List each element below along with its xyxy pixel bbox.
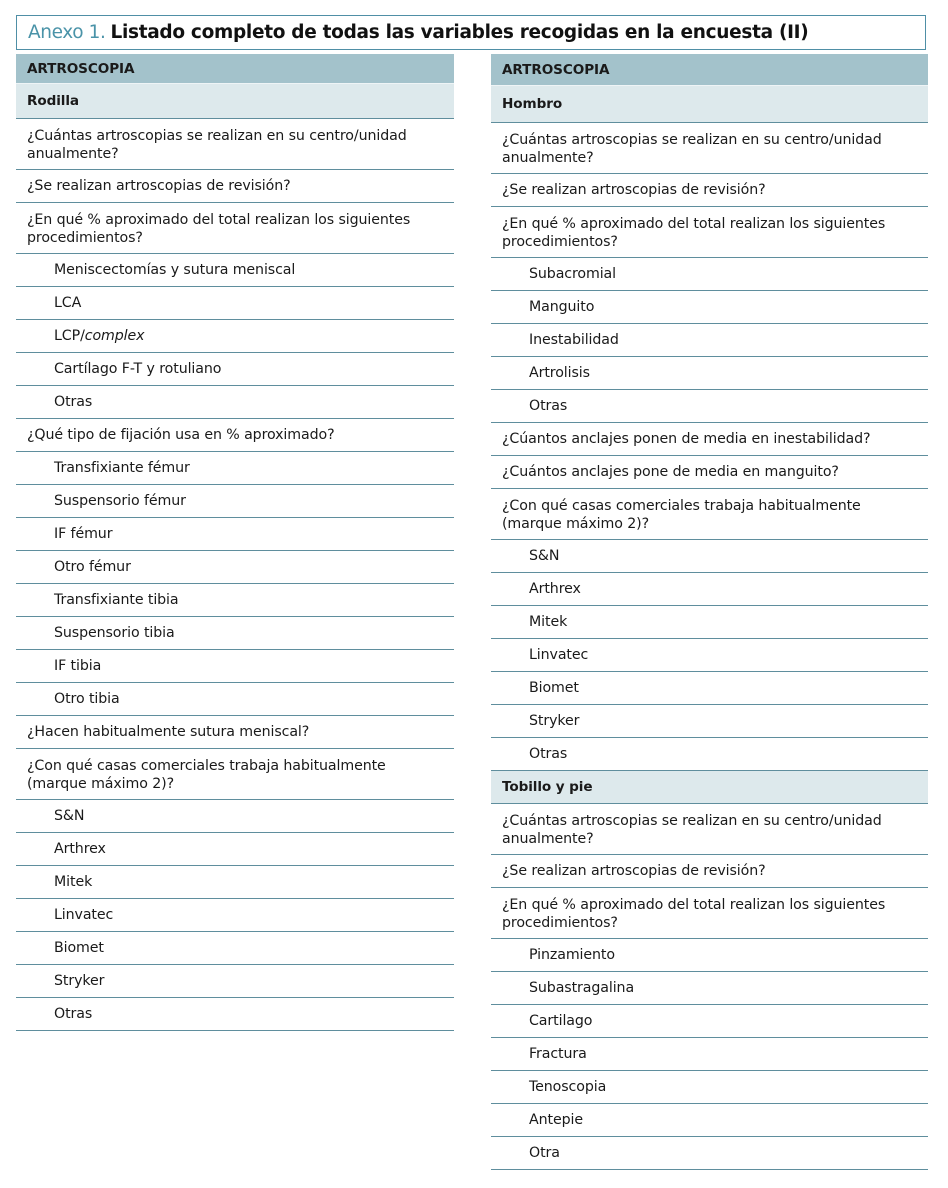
section-header: ARTROSCOPIA: [16, 54, 454, 84]
table-row: Suspensorio tibia: [16, 617, 454, 650]
table-row: S&N: [16, 800, 454, 833]
section-header: ARTROSCOPIA: [491, 54, 928, 86]
table-row: Artrolisis: [491, 357, 928, 390]
table-row: Biomet: [491, 672, 928, 705]
row-text-italic: complex: [84, 328, 145, 344]
table-row: ¿Se realizan artroscopias de revisión?: [16, 170, 454, 203]
annex-title: [16, 15, 926, 50]
annex-title-text: Listado completo de todas las variables recogidas en la encuesta (II): [110, 22, 809, 43]
table-row: ¿Cuántas artroscopias se realizan en su centro/unidad anualmente?: [491, 123, 928, 174]
table-row: ¿Con qué casas comerciales trabaja habitualmente (marque máximo 2)?: [16, 749, 454, 800]
table-row: Manguito: [491, 291, 928, 324]
table-row: Otras: [16, 386, 454, 419]
table-row: Cartilago: [491, 1005, 928, 1038]
table-row: Fractura: [491, 1038, 928, 1071]
table-row: Antepie: [491, 1104, 928, 1137]
table-row: IF tibia: [16, 650, 454, 683]
table-row: ¿Cuántos anclajes pone de media en manguito?: [491, 456, 928, 489]
table-row: Stryker: [491, 705, 928, 738]
table-row: Transfixiante tibia: [16, 584, 454, 617]
table-row: ¿Qué tipo de fijación usa en % aproximado?: [16, 419, 454, 452]
table-row: Arthrex: [16, 833, 454, 866]
table-row: Stryker: [16, 965, 454, 998]
table-row: Otras: [491, 390, 928, 423]
table-row: ¿Cuántas artroscopias se realizan en su centro/unidad anualmente?: [16, 119, 454, 170]
table-row: ¿Cúantos anclajes ponen de media en inestabilidad?: [491, 423, 928, 456]
table-row: Arthrex: [491, 573, 928, 606]
table-row: Mitek: [491, 606, 928, 639]
table-row: Otro tibia: [16, 683, 454, 716]
table-row: S&N: [491, 540, 928, 573]
table-row: Mitek: [16, 866, 454, 899]
table-row: Otra: [491, 1137, 928, 1170]
table-row: ¿En qué % aproximado del total realizan los siguientes procedimientos?: [491, 207, 928, 258]
table-row: [16, 320, 454, 353]
subsection-header: Tobillo y pie: [491, 771, 928, 804]
row-text: LCP/: [54, 328, 85, 344]
table-row: ¿En qué % aproximado del total realizan los siguientes procedimientos?: [491, 888, 928, 939]
table-row: ¿Cuántas artroscopias se realizan en su centro/unidad anualmente?: [491, 804, 928, 855]
table-row: Otro fémur: [16, 551, 454, 584]
table-row: Inestabilidad: [491, 324, 928, 357]
table-row: Biomet: [16, 932, 454, 965]
table-row: Suspensorio fémur: [16, 485, 454, 518]
table-row: Otras: [16, 998, 454, 1031]
table-row: Transfixiante fémur: [16, 452, 454, 485]
table-row: ¿En qué % aproximado del total realizan los siguientes procedimientos?: [16, 203, 454, 254]
table-row: Subacromial: [491, 258, 928, 291]
table-row: IF fémur: [16, 518, 454, 551]
table-row: Linvatec: [16, 899, 454, 932]
table-row: Meniscectomías y sutura meniscal: [16, 254, 454, 287]
table-row: ¿Hacen habitualmente sutura meniscal?: [16, 716, 454, 749]
table-row: Tenoscopia: [491, 1071, 928, 1104]
annex-label: Anexo 1.: [28, 22, 106, 43]
table-row: ¿Con qué casas comerciales trabaja habitualmente (marque máximo 2)?: [491, 489, 928, 540]
left-table: [16, 54, 454, 1031]
table-row: Subastragalina: [491, 972, 928, 1005]
subsection-header: Rodilla: [16, 84, 454, 119]
table-row: ¿Se realizan artroscopias de revisión?: [491, 174, 928, 207]
right-table: [491, 54, 928, 1170]
table-row: Linvatec: [491, 639, 928, 672]
table-row: Cartílago F-T y rotuliano: [16, 353, 454, 386]
table-row: Otras: [491, 738, 928, 771]
table-row: ¿Se realizan artroscopias de revisión?: [491, 855, 928, 888]
table-row: Pinzamiento: [491, 939, 928, 972]
table-row: LCA: [16, 287, 454, 320]
subsection-header: Hombro: [491, 86, 928, 123]
